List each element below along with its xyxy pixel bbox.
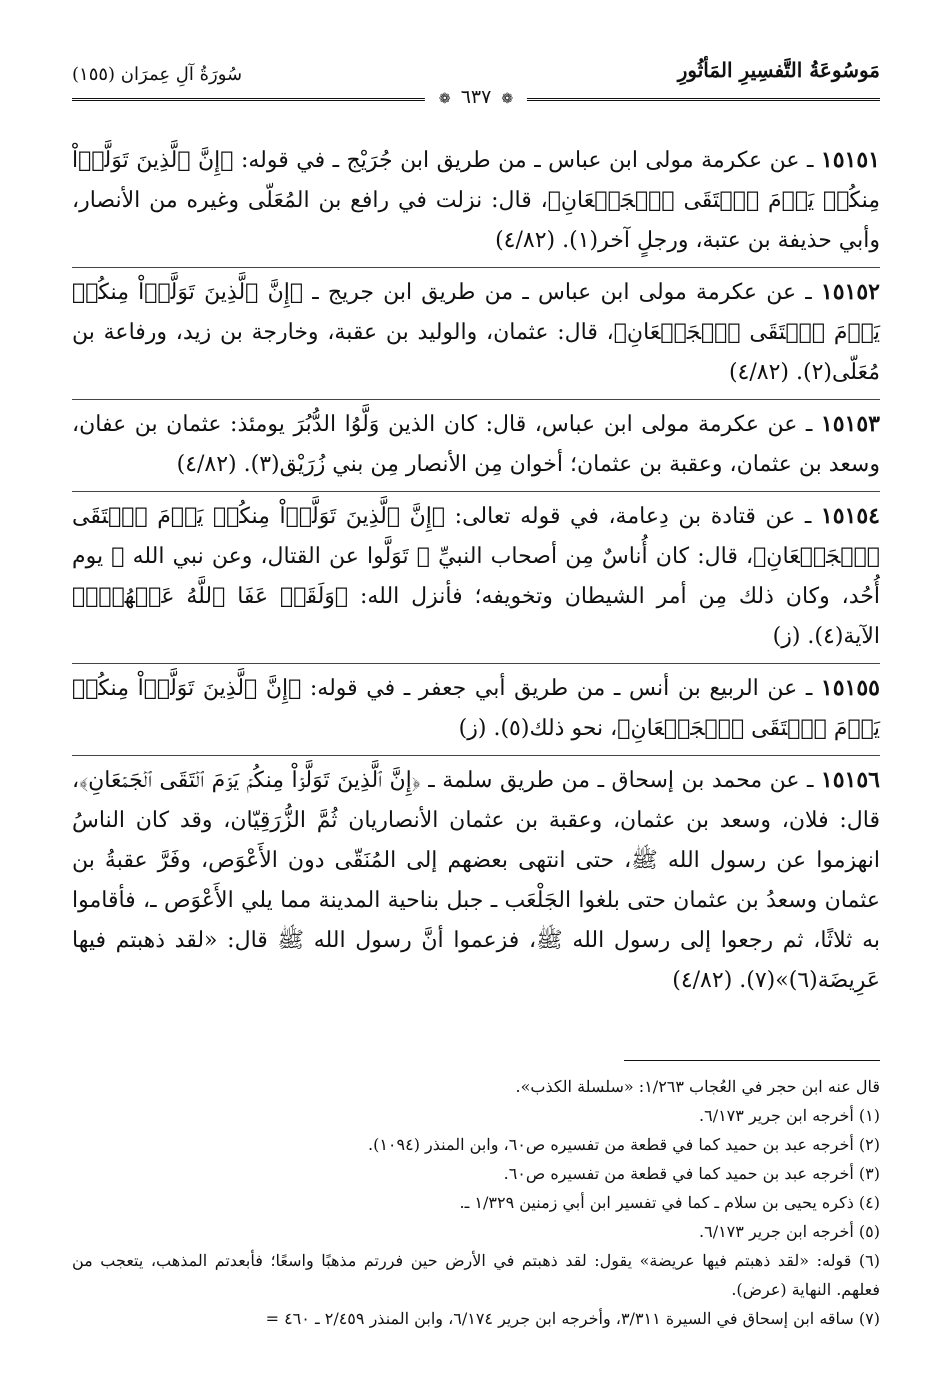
footnote: (٧) ساقه ابن إسحاق في السيرة ٣/٣١١، وأخرجه ابن جرير ٦/١٧٤، وابن المنذر ٢/٤٥٩ ـ ٤٦٠ = — [265, 1309, 880, 1328]
page-number: ٦٣٧ — [460, 86, 492, 108]
page-header — [72, 58, 880, 108]
entry-number: ١٥١٥٥ — [820, 675, 880, 701]
entry-number: ١٥١٥٢ — [820, 279, 880, 305]
book-title: مَوسُوعَةُ التَّفسِيرِ المَأثُورِ — [677, 58, 880, 82]
footnote: (٦) قوله: «لقد ذهبتم فيها عريضة» يقول: لقد ذهبتم في الأرض حين فررتم مذهبًا واسعًا؛ فأبعدتم المذهب، يتعجب من فعلهم. النهاية (عرض). — [72, 1251, 881, 1299]
entry-number: ١٥١٥٦ — [820, 767, 880, 793]
ornament-icon: ❁ — [501, 91, 514, 107]
entry-text: ـ عن عكرمة مولى ابن عباس ـ من طريق ابن جريج ـ ﴿إِنَّ ٱلَّذِينَ تَوَلَّوۡاْ مِنكُمۡ يَوۡمَ ٱلۡتَقَى ٱلۡجَمۡعَانِ﴾، قال: عثمان، والوليد بن عقبة، وخارجة بن زيد، ورفاعة بن مُعَلّى(٢). (٤/٨٢) — [72, 280, 880, 385]
footnote: (٤) ذكره يحيى بن سلام ـ كما في تفسير ابن أبي زمنين ١/٣٢٩ ـ. — [459, 1193, 880, 1212]
entry — [72, 491, 880, 663]
entry-number: ١٥١٥١ — [820, 147, 880, 173]
main-text — [72, 140, 880, 1007]
entry — [72, 399, 880, 491]
footnote: (٥) أخرجه ابن جرير ٦/١٧٣. — [699, 1222, 880, 1241]
page-number-wrap — [425, 86, 527, 108]
surah-reference: سُورَةُ آلِ عِمرَان (١٥٥) — [72, 64, 243, 85]
footnote: قال عنه ابن حجر في العُجاب ١/٢٦٣: «سلسلة الكذب». — [515, 1077, 880, 1096]
entry-text: ـ عن عكرمة مولى ابن عباس، قال: كان الذين وَلَّوُا الدُّبُرَ يومئذ: عثمان بن عفان، وسعد بن عثمان، وعقبة بن عثمان؛ أخوان مِن الأنصار مِن بني زُرَيْق(٣). (٤/٨٢) — [72, 412, 880, 477]
footnote: (١) أخرجه ابن جرير ٦/١٧٣. — [699, 1106, 880, 1125]
entry — [72, 140, 880, 267]
entry — [72, 755, 880, 1007]
entry-text: ـ عن عكرمة مولى ابن عباس ـ من طريق ابن جُرَيْج ـ في قوله: ﴿إِنَّ ٱلَّذِينَ تَوَلَّوۡاْ مِنكُمۡ يَوۡمَ ٱلۡتَقَى ٱلۡجَمۡعَانِ﴾، قال: نزلت في رافع بن المُعَلّى وغيره من الأنصار، وأبي حذيفة بن عتبة، ورجلٍ آخر(١). (٤/٨٢) — [72, 148, 880, 253]
footnotes — [72, 1072, 880, 1333]
entry-text: ـ عن الربيع بن أنس ـ من طريق أبي جعفر ـ في قوله: ﴿إِنَّ ٱلَّذِينَ تَوَلَّوۡاْ مِنكُمۡ يَوۡمَ ٱلۡتَقَى ٱلۡجَمۡعَانِ﴾، نحو ذلك(٥). (ز) — [72, 676, 880, 741]
book-page — [72, 58, 881, 1328]
footnote: (٣) أخرجه عبد بن حميد كما في قطعة من تفسيره ص٦٠. — [503, 1164, 880, 1183]
entry-text: ـ عن قتادة بن دِعامة، في قوله تعالى: ﴿إِنَّ ٱلَّذِينَ تَوَلَّوۡاْ مِنكُمۡ يَوۡمَ ٱلۡتَقَى ٱلۡجَمۡعَانِ﴾، قال: كان أُناسٌ مِن أصحاب النبيِّ ﷺ تَوَلَّوا عن القتال، وعن نبي الله ﷺ يوم أُحُد، وكان ذلك مِن أمر الشيطان وتخويفه؛ فأنزل الله: ﴿وَلَقَدۡ عَفَا ٱللَّهُ عَنۡهُمۡۗ﴾ الآية(٤). (ز) — [72, 504, 880, 649]
entry-text: ـ عن محمد بن إسحاق ـ من طريق سلمة ـ ﴿إِنَّ ٱلَّذِينَ تَوَلَّوۡاْ مِنكُمۡ يَوۡمَ ٱلۡتَقَى ٱلۡجَمۡعَانِ﴾، قال: فلان، وسعد بن عثمان، وعقبة بن عثمان الأنصاريان ثُمَّ الزُّرَقِيّان، وقد كان الناسُ انهزموا عن رسول الله ﷺ، حتى انتهى بعضهم إلى المُنَقّى دون الأَعْوَص، وفَرَّ عقبةُ بن عثمان وسعدُ بن عثمان حتى بلغوا الجَلْعَب ـ جبل بناحية المدينة مما يلي الأَعْوَص ـ، فأقاموا به ثلاثًا، ثم رجعوا إلى رسول الله ﷺ، فزعموا أنَّ رسول الله ﷺ قال: «لقد ذهبتم فيها عَرِيضَة(٦)»(٧). (٤/٨٢) — [72, 768, 880, 993]
entry-number: ١٥١٥٤ — [820, 503, 880, 529]
entry — [72, 267, 880, 399]
footnote-separator — [624, 1060, 880, 1061]
entry — [72, 663, 880, 755]
entry-number: ١٥١٥٣ — [820, 411, 880, 437]
footnote: (٢) أخرجه عبد بن حميد كما في قطعة من تفسيره ص٦٠، وابن المنذر (١٠٩٤). — [368, 1135, 880, 1154]
ornament-icon: ❁ — [438, 91, 451, 107]
